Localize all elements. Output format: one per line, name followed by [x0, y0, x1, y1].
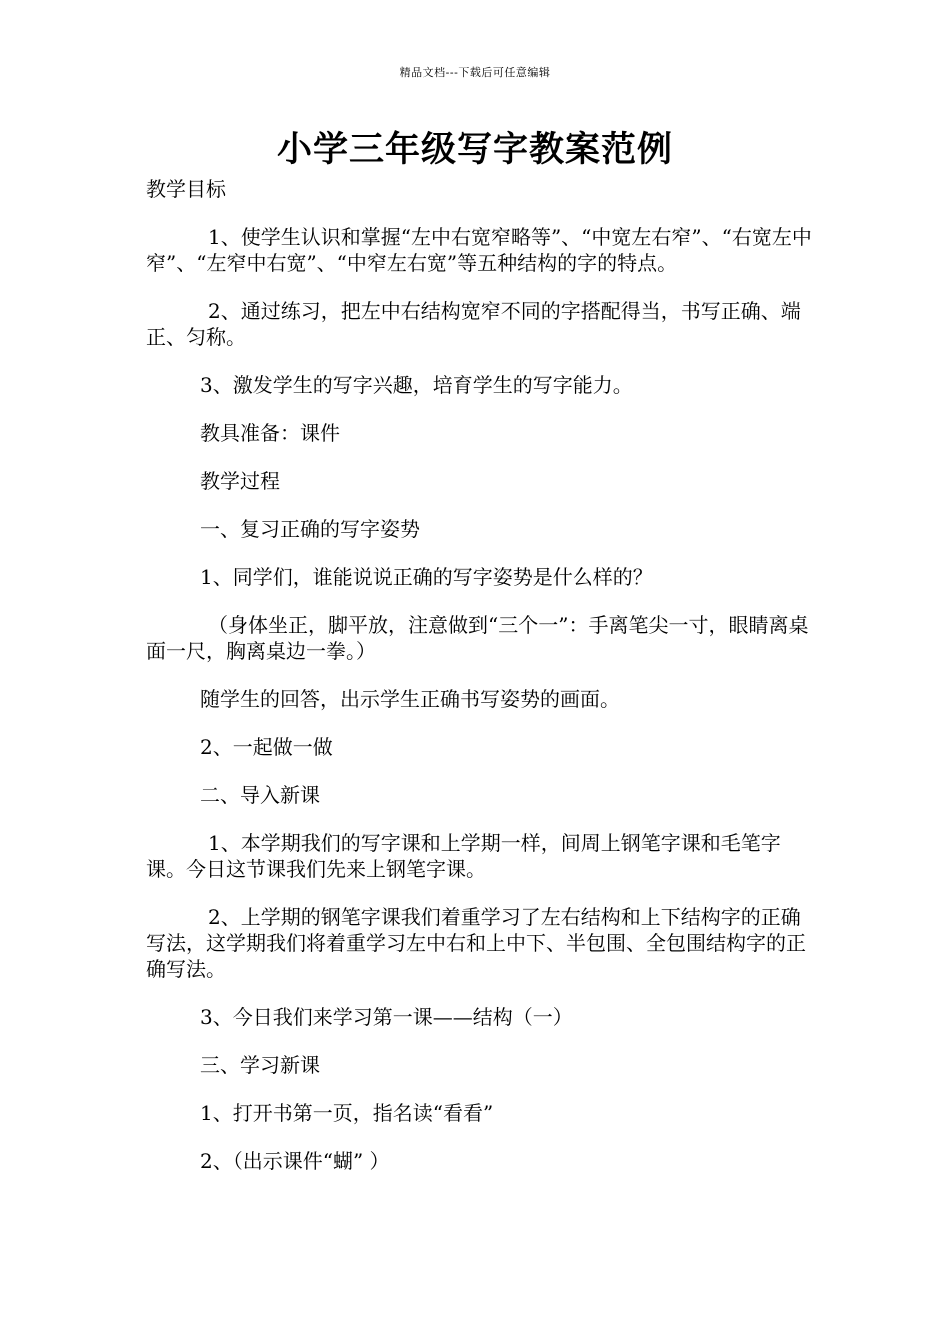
- paragraph-materials: 教具准备：课件: [200, 421, 340, 445]
- paragraph-section-1-display: 随学生的回答，出示学生正确书写姿势的画面。: [200, 687, 620, 711]
- paragraph-section-2-item-2: 2、上学期的钢笔字课我们着重学习了左右结构和上下结构字的正确写法，这学期我们将着重学习左中右和上中下、半包围、全包围结构字的正确写法。: [146, 905, 806, 981]
- paragraph-section-1-item-2: 2、一起做一做: [200, 735, 333, 759]
- document-title: 小学三年级写字教案范例: [276, 129, 673, 170]
- paragraph-section-1-answer: （身体坐正，脚平放，注意做到“三个一”：手离笔尖一寸，眼睛离桌面一尺，胸离桌边一拳。）: [146, 613, 809, 663]
- paragraph-section-1: 一、复习正确的写字姿势: [200, 517, 420, 541]
- paragraph-section-3-item-1: 1、打开书第一页，指名读“看看”: [200, 1101, 494, 1125]
- paragraph-teaching-goals: 教学目标: [146, 177, 226, 201]
- paragraph-section-3-item-2: 2、（出示课件“蝴” ）: [200, 1149, 390, 1173]
- document-body: [146, 176, 812, 1196]
- paragraph-section-2: 二、导入新课: [200, 783, 320, 807]
- paragraph-section-2-item-3: 3、今日我们来学习第一课——结构（一）: [200, 1005, 573, 1029]
- paragraph-goal-3: 3、激发学生的写字兴趣，培育学生的写字能力。: [200, 373, 633, 397]
- paragraph-section-2-item-1: 1、本学期我们的写字课和上学期一样，间周上钢笔字课和毛笔字课。今日这节课我们先来上钢笔字课。: [146, 831, 781, 881]
- paragraph-section-3: 三、学习新课: [200, 1053, 320, 1077]
- paragraph-goal-2: 2、通过练习，把左中右结构宽窄不同的字搭配得当，书写正确、端正、匀称。: [146, 299, 801, 349]
- paragraph-process-heading: 教学过程: [200, 469, 280, 493]
- paragraph-section-1-item-1: 1、同学们，谁能说说正确的写字姿势是什么样的？: [200, 565, 653, 589]
- header-note: 精品文档---下载后可任意编辑: [399, 66, 551, 79]
- paragraph-goal-1: 1、使学生认识和掌握“左中右宽窄略等”、“中宽左右窄”、“右宽左中窄”、“左窄中右宽”、“中窄左右宽”等五种结构的字的特点。: [146, 225, 812, 275]
